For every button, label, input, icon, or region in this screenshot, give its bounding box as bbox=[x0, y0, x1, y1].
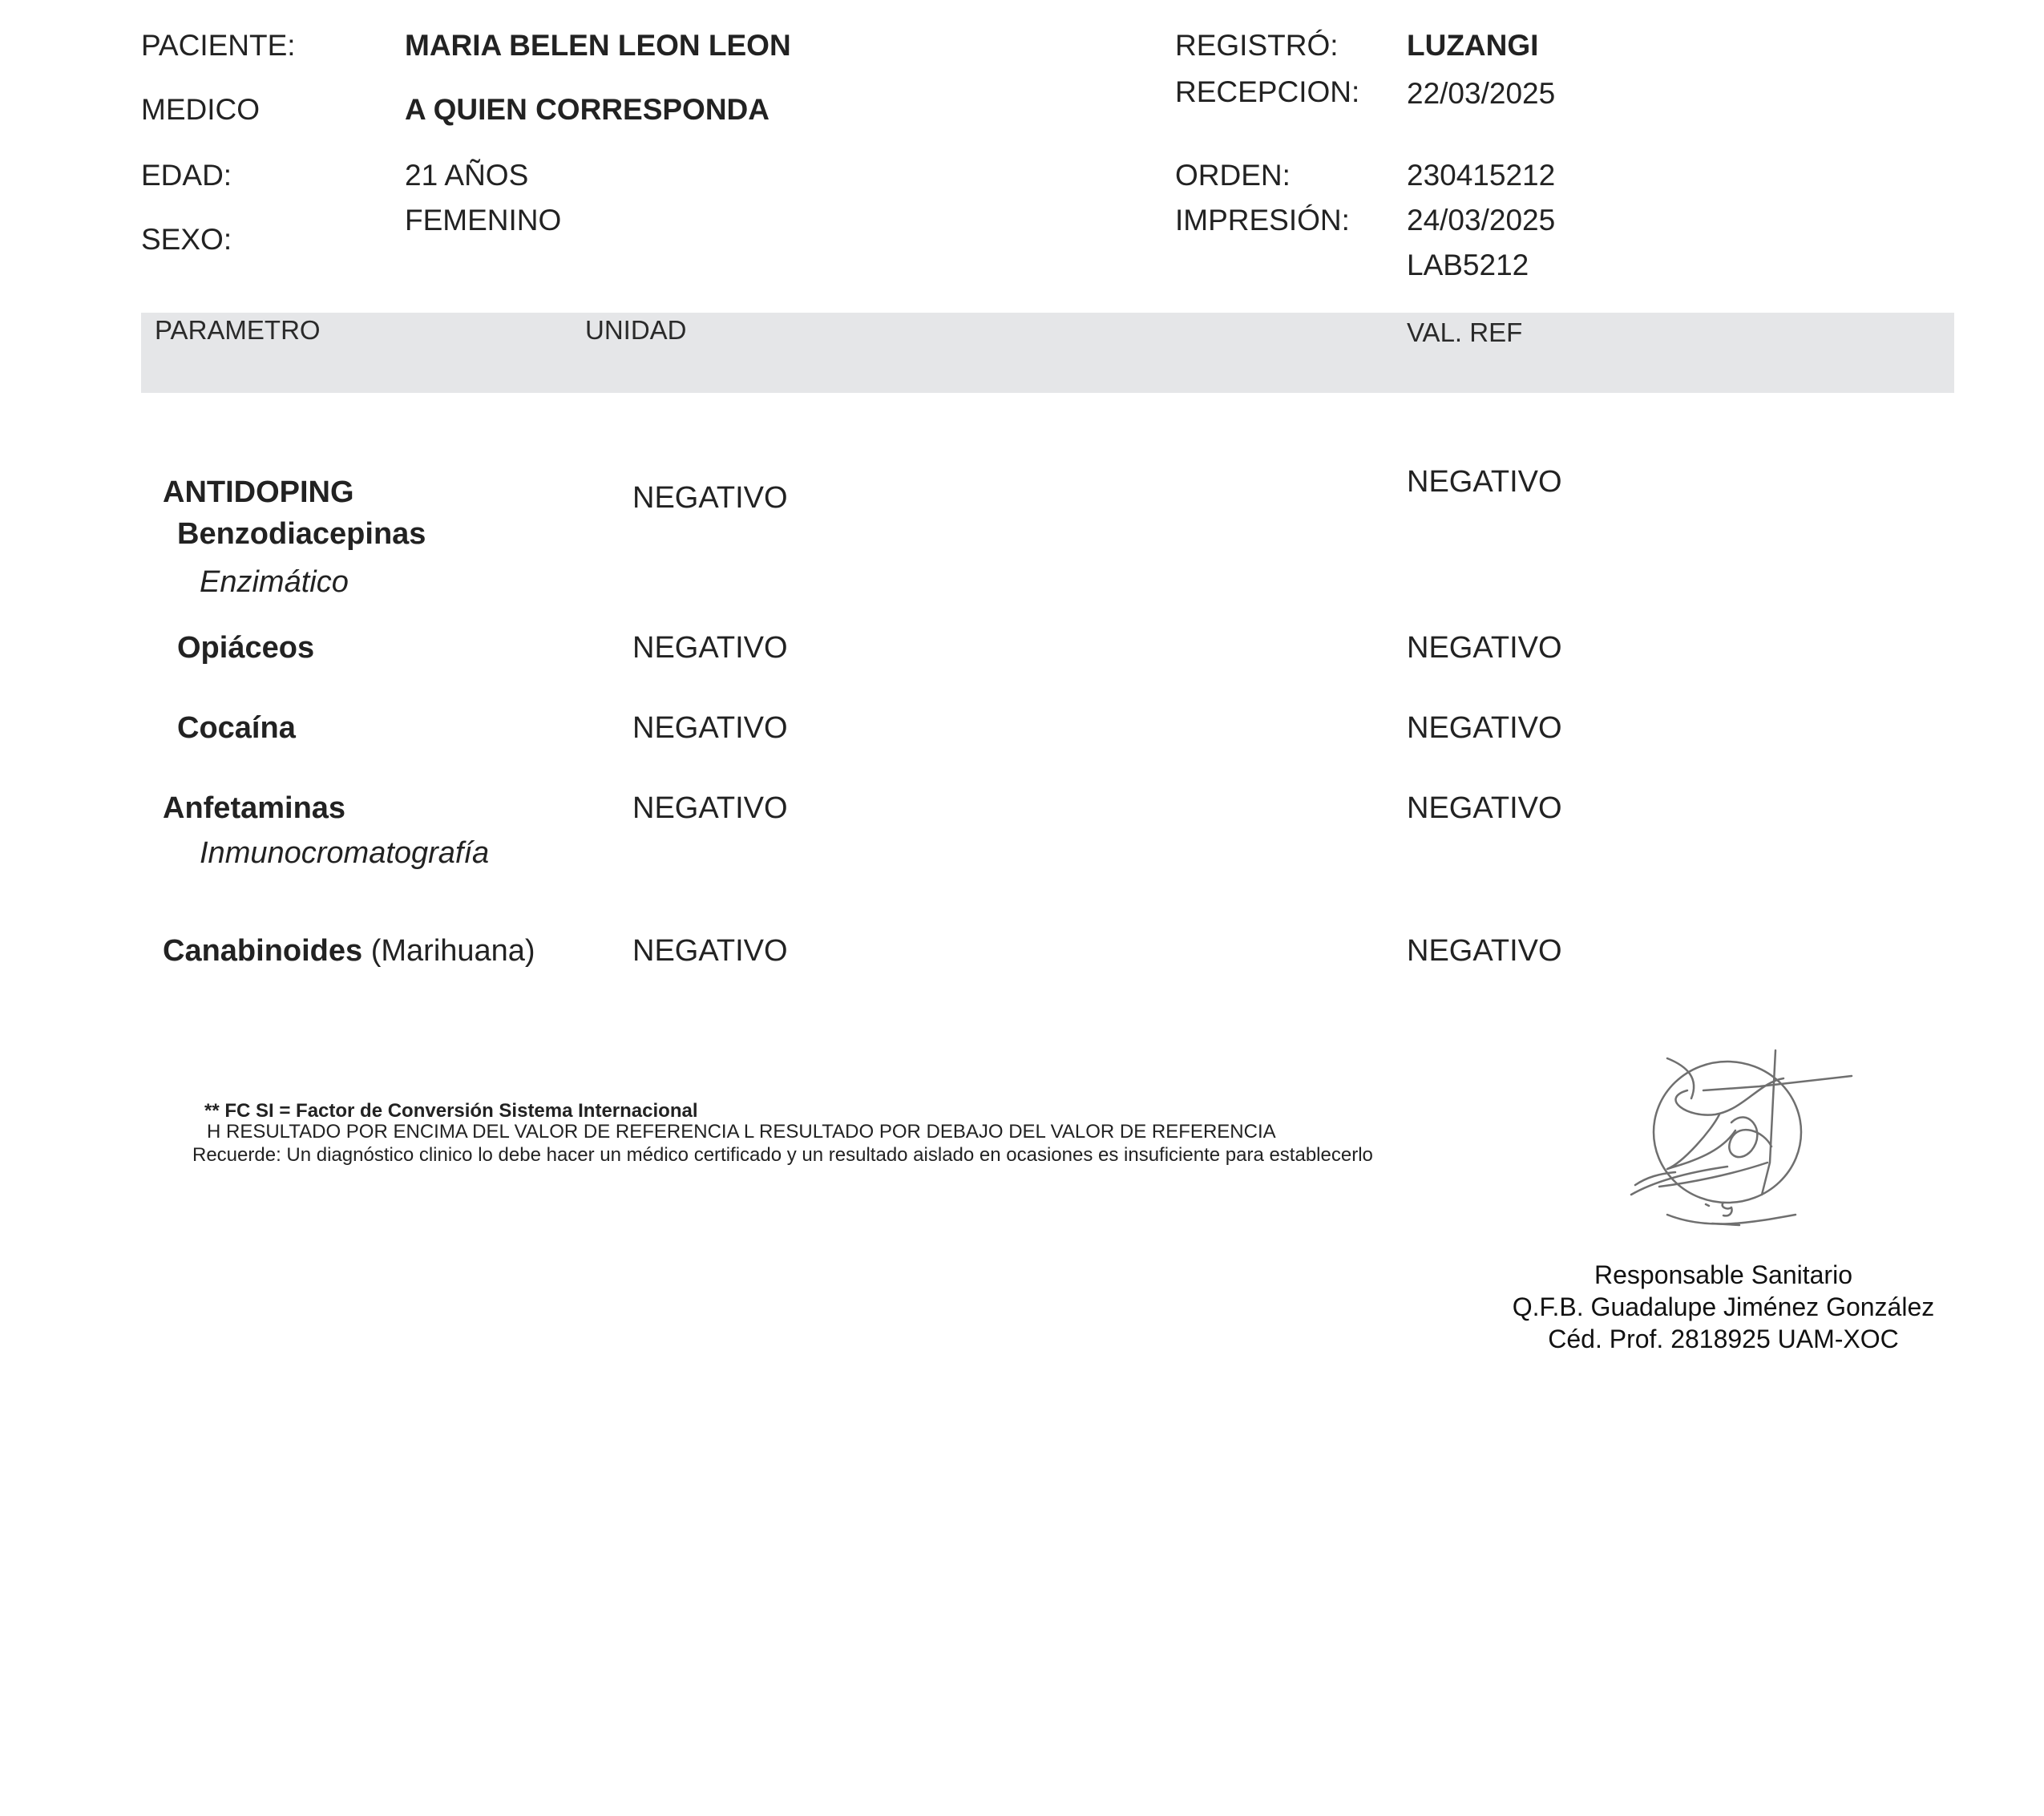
paciente-label: PACIENTE: bbox=[141, 29, 296, 62]
row-benzodiacepinas-reference: NEGATIVO bbox=[1407, 465, 1562, 499]
registro-value: LUZANGI bbox=[1407, 29, 1539, 62]
note-disclaimer: Recuerde: Un diagnóstico clinico lo debe hacer un médico certificado y un resultado aislado en ocasiones es insuficiente para establecerlo bbox=[192, 1144, 1373, 1166]
orden-value: 230415212 bbox=[1407, 159, 1556, 192]
row-benzodiacepinas-result: NEGATIVO bbox=[632, 481, 788, 515]
row-canabinoides-suffix: (Marihuana) bbox=[370, 934, 535, 968]
recepcion-label: RECEPCION: bbox=[1175, 75, 1360, 108]
row-benzodiacepinas-name: Benzodiacepinas bbox=[177, 517, 426, 551]
row-canabinoides-name: Canabinoides bbox=[163, 934, 363, 968]
row-opiaceos-result: NEGATIVO bbox=[632, 631, 788, 665]
row-opiaceos-name: Opiáceos bbox=[177, 631, 315, 665]
edad-label: EDAD: bbox=[141, 159, 232, 192]
row-cocaina-name: Cocaína bbox=[177, 711, 296, 745]
sexo-value: FEMENINO bbox=[405, 204, 562, 237]
impresion-value: 24/03/2025 bbox=[1407, 204, 1556, 237]
row-benzodiacepinas-method: Enzimático bbox=[200, 565, 349, 599]
signature-name: Q.F.B. Guadalupe Jiménez González bbox=[1512, 1292, 1935, 1321]
note-h-l-legend: H RESULTADO POR ENCIMA DEL VALOR DE REFERENCIA L RESULTADO POR DEBAJO DEL VALOR DE REFERENCIA bbox=[207, 1121, 1276, 1143]
impresion-label: IMPRESIÓN: bbox=[1175, 204, 1350, 237]
sexo-label: SEXO: bbox=[141, 223, 232, 256]
medico-label: MEDICO bbox=[141, 93, 260, 126]
row-cocaina-reference: NEGATIVO bbox=[1407, 711, 1562, 745]
row-anfetaminas-method: Inmunocromatografía bbox=[200, 836, 490, 870]
recepcion-value: 22/03/2025 bbox=[1407, 77, 1556, 110]
row-cocaina-result: NEGATIVO bbox=[632, 711, 788, 745]
column-header-parametro: PARAMETRO bbox=[155, 315, 321, 345]
row-canabinoides-reference: NEGATIVO bbox=[1407, 934, 1562, 968]
registro-label: REGISTRÓ: bbox=[1175, 29, 1339, 62]
row-opiaceos-reference: NEGATIVO bbox=[1407, 631, 1562, 665]
column-header-val-ref: VAL. REF bbox=[1407, 317, 1523, 347]
medico-value: A QUIEN CORRESPONDA bbox=[405, 93, 770, 126]
row-anfetaminas-result: NEGATIVO bbox=[632, 791, 788, 825]
row-canabinoides-result: NEGATIVO bbox=[632, 934, 788, 968]
column-header-unidad: UNIDAD bbox=[585, 315, 687, 345]
section-title-antidoping: ANTIDOPING bbox=[163, 475, 354, 509]
row-canabinoides-name-wrap bbox=[163, 934, 535, 969]
orden-label: ORDEN: bbox=[1175, 159, 1291, 192]
lab-code: LAB5212 bbox=[1407, 249, 1529, 281]
row-anfetaminas-name: Anfetaminas bbox=[163, 791, 346, 825]
signature-image bbox=[1611, 1042, 1876, 1251]
signature-role: Responsable Sanitario bbox=[1594, 1260, 1852, 1289]
note-fc-si: ** FC SI = Factor de Conversión Sistema Internacional bbox=[204, 1100, 698, 1122]
row-anfetaminas-reference: NEGATIVO bbox=[1407, 791, 1562, 825]
paciente-value: MARIA BELEN LEON LEON bbox=[405, 29, 791, 62]
edad-value: 21 AÑOS bbox=[405, 159, 529, 192]
table-header-bar bbox=[141, 313, 1954, 393]
signature-license: Céd. Prof. 2818925 UAM-XOC bbox=[1548, 1325, 1899, 1353]
